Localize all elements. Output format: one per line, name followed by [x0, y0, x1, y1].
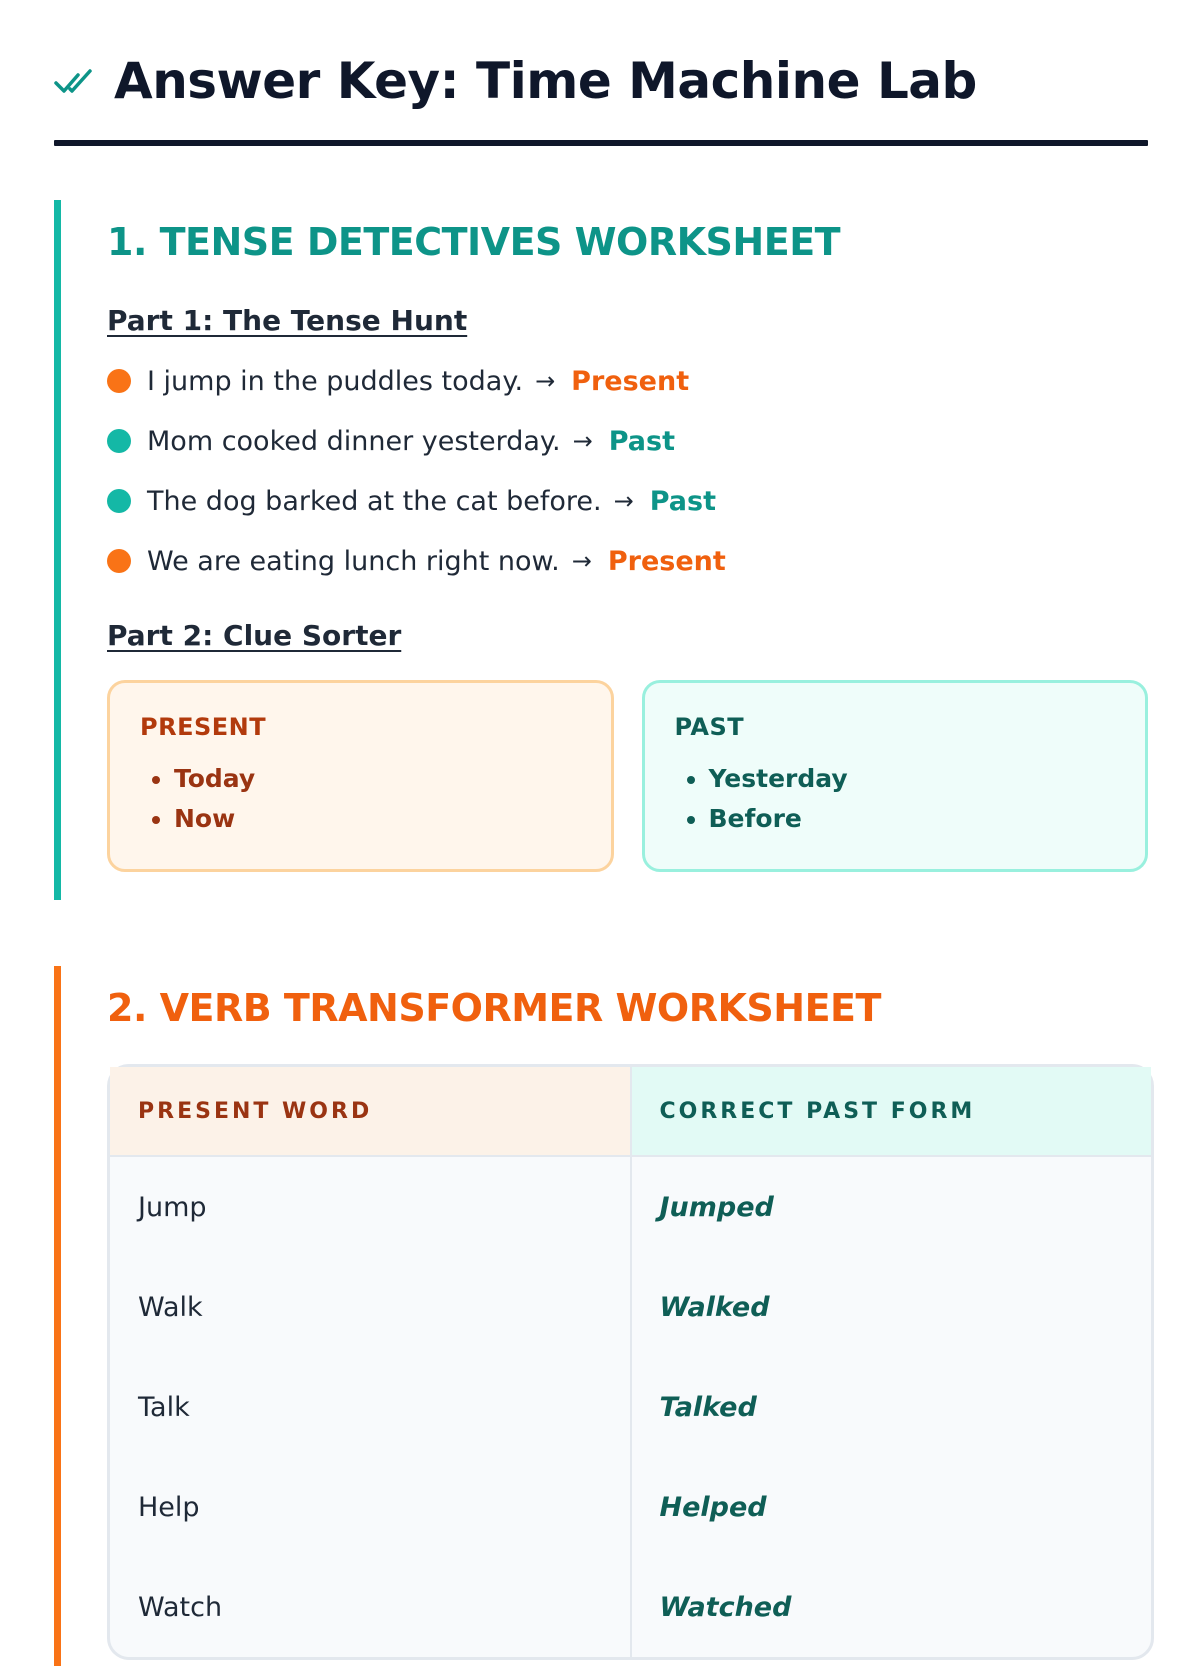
table-row: [110, 1557, 1151, 1657]
answer: Present: [571, 365, 690, 397]
sentence: We are eating lunch right now.: [147, 545, 560, 577]
answer: Past: [649, 485, 716, 517]
clue-item: • Before: [709, 799, 1116, 839]
double-check-icon: [54, 63, 94, 99]
clue-sorter: [107, 680, 1148, 872]
page-title: Answer Key: Time Machine Lab: [114, 52, 977, 110]
present-word-cell: Talk: [110, 1357, 632, 1457]
column-header-past: CORRECT PAST FORM: [632, 1067, 1152, 1155]
list-item: [107, 423, 1148, 459]
present-box-title: PRESENT: [140, 713, 267, 741]
column-header-present: PRESENT WORD: [110, 1067, 632, 1155]
present-word-cell: Watch: [110, 1557, 632, 1657]
present-word-cell: Jump: [110, 1157, 632, 1257]
arrow-icon: →: [571, 547, 592, 575]
table-row: [110, 1457, 1151, 1557]
present-word-cell: Walk: [110, 1257, 632, 1357]
sentence: Mom cooked dinner yesterday.: [147, 425, 561, 457]
past-form-cell: Jumped: [659, 1191, 774, 1223]
table-row: [110, 1157, 1151, 1257]
past-form-cell: Walked: [659, 1291, 770, 1323]
arrow-icon: →: [535, 367, 556, 395]
list-item: [107, 483, 1148, 519]
clue-item: • Today: [174, 759, 581, 799]
past-clue-list: [675, 759, 1116, 839]
part1-title: Part 1: The Tense Hunt: [107, 304, 468, 337]
past-box-title: PAST: [674, 713, 745, 741]
verb-transformer-section: [54, 966, 1148, 1666]
answer: Present: [607, 545, 726, 577]
past-form-cell: Helped: [659, 1491, 767, 1523]
present-dot-icon: [107, 549, 131, 573]
section-title: 1. TENSE DETECTIVES WORKSHEET: [107, 220, 841, 264]
past-form-cell: Talked: [659, 1391, 757, 1423]
title-divider: [54, 140, 1148, 146]
present-dot-icon: [107, 369, 131, 393]
present-clue-list: [140, 759, 581, 839]
table-row: [110, 1357, 1151, 1457]
past-dot-icon: [107, 429, 131, 453]
list-item: [107, 363, 1148, 399]
present-clue-box: [107, 680, 614, 872]
arrow-icon: →: [572, 427, 593, 455]
title-row: [54, 52, 1148, 110]
arrow-icon: →: [613, 487, 634, 515]
tense-hunt-list: [107, 363, 1148, 579]
table-row: [110, 1257, 1151, 1357]
clue-item: • Now: [174, 799, 581, 839]
past-dot-icon: [107, 489, 131, 513]
tense-detectives-section: [54, 200, 1148, 900]
present-word-cell: Help: [110, 1457, 632, 1557]
section-title: 2. VERB TRANSFORMER WORKSHEET: [107, 986, 881, 1030]
part2-title: Part 2: Clue Sorter: [107, 619, 402, 652]
sentence: I jump in the puddles today.: [147, 365, 524, 397]
past-clue-box: [642, 680, 1149, 872]
verb-table: [107, 1064, 1154, 1660]
table-header: [110, 1067, 1151, 1157]
list-item: [107, 543, 1148, 579]
answer: Past: [608, 425, 675, 457]
sentence: The dog barked at the cat before.: [147, 485, 602, 517]
past-form-cell: Watched: [659, 1591, 792, 1623]
clue-item: • Yesterday: [709, 759, 1116, 799]
